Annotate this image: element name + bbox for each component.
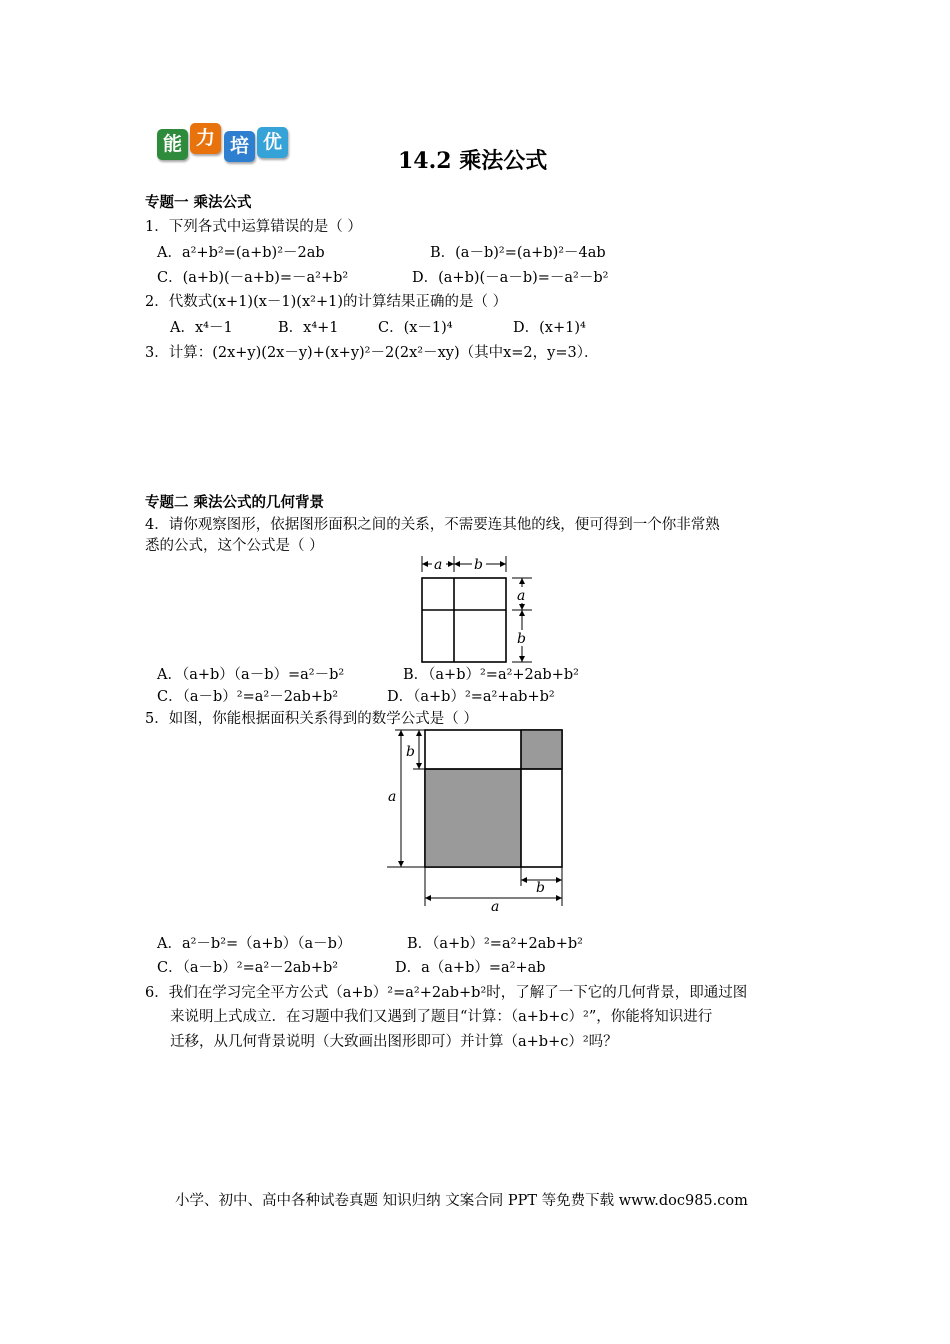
q4-label-b-right: b <box>517 631 526 647</box>
q4-stem-line1: 4．请你观察图形，依据图形面积之间的关系，不需要连其他的线，便可得到一个你非常熟 <box>145 517 720 533</box>
q5-option-b: B．（a+b）²=a²+2ab+b² <box>407 936 583 952</box>
q5-label-a-left: a <box>388 789 397 805</box>
q5-stem: 5．如图，你能根据面积关系得到的数学公式是（ ） <box>145 711 478 727</box>
q6-line3: 迁移，从几何背景说明（大致画出图形即可）并计算（a+b+c）²吗？ <box>170 1034 618 1050</box>
topic2-heading: 专题二 乘法公式的几何背景 <box>145 494 325 511</box>
q5-label-a-bottom: a <box>491 899 500 911</box>
q4-option-b: B．（a+b）²=a²+2ab+b² <box>403 667 579 683</box>
q4-label-a-top: a <box>434 557 443 573</box>
q4-option-d: D．（a+b）²=a²+ab+b² <box>387 689 555 705</box>
page-title: 14.2 乘法公式 <box>398 148 548 174</box>
topic1-heading: 专题一 乘法公式 <box>145 194 252 211</box>
q4-figure <box>412 552 542 667</box>
q2-option-d: D．(x+1)⁴ <box>513 320 586 336</box>
q1-option-a: A．a²+b²=(a+b)²－2ab <box>157 245 325 261</box>
q1-option-b: B．(a－b)²=(a+b)²－4ab <box>430 245 606 261</box>
q1-option-d: D．(a+b)(－a－b)=－a²－b² <box>412 270 609 286</box>
logo-char-4: 优 <box>257 127 288 158</box>
logo <box>157 121 291 165</box>
q5-shaded-square-large <box>425 769 521 867</box>
q5-option-c: C．（a－b）²=a²－2ab+b² <box>157 960 339 976</box>
q3-stem: 3．计算：(2x+y)(2x－y)+(x+y)²－2(2x²－xy)（其中x=2，y=3）． <box>145 345 599 361</box>
q5-option-a: A．a²－b²=（a+b）（a－b） <box>157 936 352 952</box>
q4-label-b-top: b <box>474 557 483 573</box>
q4-option-c: C．（a－b）²=a²－2ab+b² <box>157 689 339 705</box>
q5-label-b-left: b <box>406 744 415 760</box>
q6-line2: 来说明上式成立．在习题中我们又遇到了题目“计算：（a+b+c）²”，你能将知识进行 <box>170 1009 713 1025</box>
q5-shaded-square-small <box>521 730 562 769</box>
q6-line1: 6．我们在学习完全平方公式（a+b）²=a²+2ab+b²时，了解了一下它的几何背景，即通过图 <box>145 985 748 1001</box>
q4-stem-line2: 悉的公式，这个公式是（ ） <box>145 538 324 554</box>
q5-label-b-bottom: b <box>536 880 545 896</box>
q4-label-a-right: a <box>517 588 526 604</box>
logo-char-2: 力 <box>190 123 221 154</box>
q5-figure <box>383 726 568 911</box>
q4-option-a: A．（a+b）（a－b）=a²－b² <box>157 667 345 683</box>
q4-outer-square <box>422 578 506 662</box>
footer: 小学、初中、高中各种试卷真题 知识归纳 文案合同 PPT 等免费下载 www.doc985.com <box>175 1193 748 1209</box>
q1-option-c: C．(a+b)(－a+b)=－a²+b² <box>157 270 349 286</box>
q1-stem: 1．下列各式中运算错误的是（ ） <box>145 219 362 235</box>
q2-option-a: A．x⁴－1 <box>170 320 233 336</box>
q2-option-b: B．x⁴+1 <box>278 320 339 336</box>
logo-char-3: 培 <box>224 131 255 162</box>
q2-stem: 2．代数式(x+1)(x－1)(x²+1)的计算结果正确的是（ ） <box>145 294 508 310</box>
q2-option-c: C．(x－1)⁴ <box>378 320 453 336</box>
q5-option-d: D．a（a+b）=a²+ab <box>395 960 546 976</box>
logo-char-1: 能 <box>157 129 188 160</box>
